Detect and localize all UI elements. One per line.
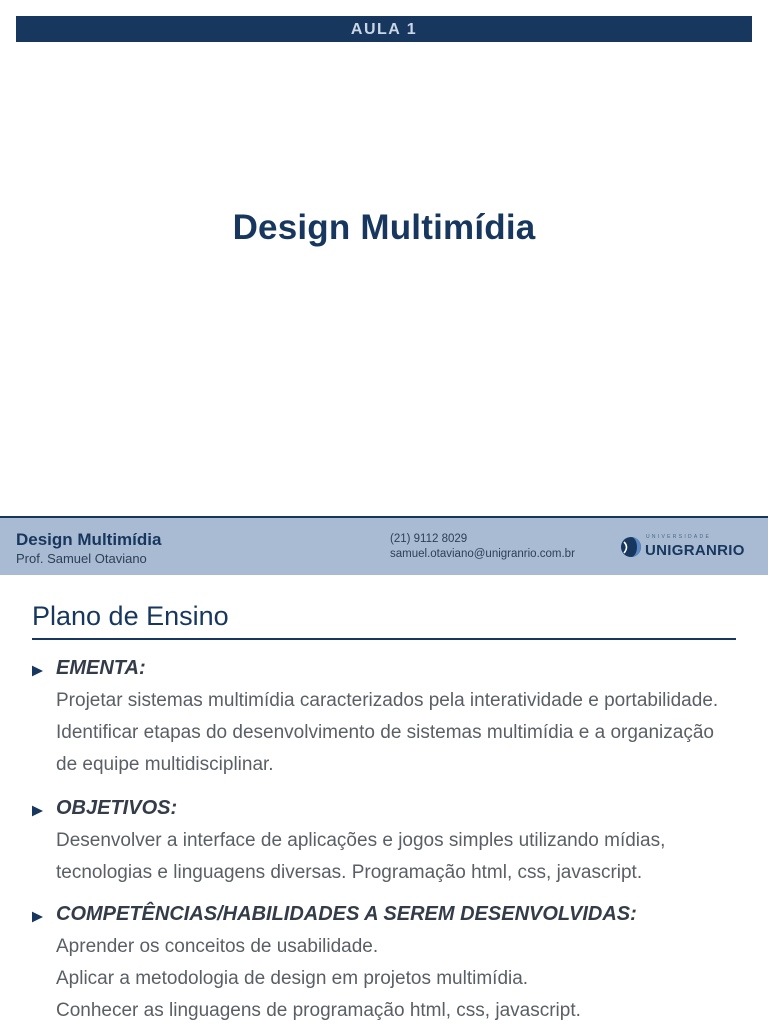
logo-text: UNIGRANRIO	[645, 542, 745, 559]
item-line: Desenvolver a interface de aplicações e jogos simples utilizando mídias,	[56, 830, 666, 851]
footer-course-name: Design Multimídia	[16, 530, 162, 549]
unigranrio-logo	[620, 534, 760, 560]
footer-professor: Prof. Samuel Otaviano	[16, 551, 147, 566]
plan-item-competencias	[32, 903, 742, 1027]
slide-footer	[0, 516, 768, 575]
footer-email: samuel.otaviano@unigranrio.com.br	[390, 548, 575, 560]
footer-phone: (21) 9112 8029	[390, 533, 468, 545]
item-line: Aplicar a metodologia de design em projetos multimídia.	[56, 968, 529, 989]
item-line: Identificar etapas do desenvolvimento de sistemas multimídia e a organização	[56, 722, 714, 743]
bullet-arrow-icon	[32, 806, 43, 817]
item-line: tecnologias e linguagens diversas. Programação html, css, javascript.	[56, 862, 643, 883]
plan-item-objetivos	[32, 797, 742, 889]
bullet-arrow-icon	[32, 666, 43, 677]
lesson-header-bar: AULA 1	[16, 16, 752, 42]
item-line: de equipe multidisciplinar.	[56, 754, 274, 775]
slide-title: Design Multimídia	[232, 208, 536, 247]
plan-item-ementa	[32, 657, 742, 781]
logo-subtext: UNIVERSIDADE	[646, 534, 712, 540]
item-heading: EMENTA:	[56, 657, 146, 679]
item-line: Conhecer as linguagens de programação html, css, javascript.	[56, 1000, 581, 1021]
item-line: Aprender os conceitos de usabilidade.	[56, 936, 379, 957]
item-heading: COMPETÊNCIAS/HABILIDADES A SEREM DESENVOLVIDAS:	[56, 903, 637, 925]
title-divider	[32, 638, 736, 640]
bullet-arrow-icon	[32, 912, 43, 923]
item-heading: OBJETIVOS:	[56, 797, 178, 819]
item-line: Projetar sistemas multimídia caracterizados pela interatividade e portabilidade.	[56, 690, 719, 711]
unigranrio-logo-icon	[620, 536, 642, 558]
plan-title: Plano de Ensino	[32, 601, 229, 631]
